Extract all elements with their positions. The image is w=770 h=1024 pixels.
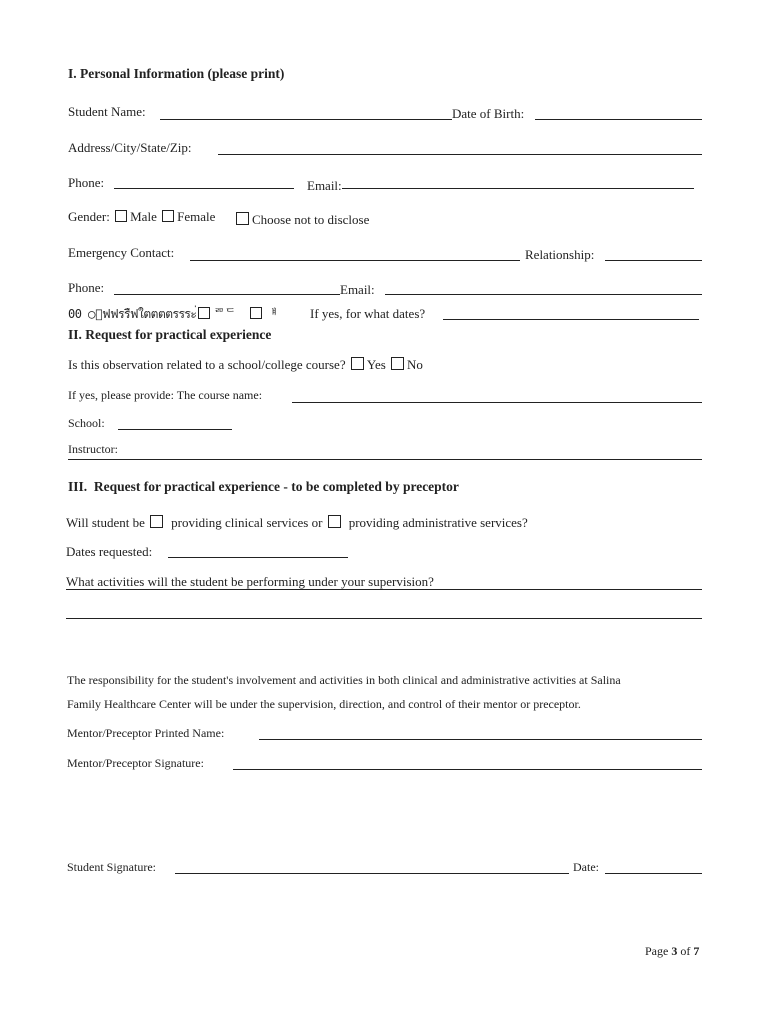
ec-phone-label: Phone: [68,280,105,295]
ec-email-field[interactable] [385,294,702,295]
page-word: Page [645,944,669,958]
dob-field[interactable] [535,119,702,120]
observation-yes-checkbox[interactable] [351,357,364,370]
garbled-checkbox-1[interactable] [198,307,210,319]
instructor-field[interactable] [68,459,702,460]
if-yes-dates-field[interactable] [443,319,699,320]
observation-yes-label: Yes [366,357,386,372]
garbled-text-2: ᄅᄆᄃ [213,307,236,321]
garbled-text-row [68,305,276,324]
responsibility-line-2: Family Healthcare Center will be under the supervision, direction, and control of their mentor or preceptor. [67,697,581,711]
section-3-number: III. [68,479,88,494]
relationship-field[interactable] [605,260,702,261]
clinical-services-label: providing clinical services or [171,515,323,530]
activities-field-line-2[interactable] [66,618,702,619]
admin-services-label: providing administrative services? [348,515,528,530]
gender-male-label: Male [130,209,157,224]
page-current: 3 [671,944,678,958]
student-name-label: Student Name: [68,104,146,119]
gender-label: Gender: [68,209,110,224]
will-student-be-label: Will student be [66,515,145,530]
activities-question: What activities will the student be performing under your supervision? [66,574,434,589]
gender-female-checkbox[interactable] [162,210,174,222]
mentor-signature-field[interactable] [233,769,702,770]
observation-no-checkbox[interactable] [391,357,404,370]
student-name-field[interactable] [160,119,452,120]
if-yes-dates-label: If yes, for what dates? [310,306,426,321]
mentor-signature-label: Mentor/Preceptor Signature: [67,756,204,770]
section-1-heading: I. Personal Information (please print) [68,66,285,81]
section-3-heading [68,479,459,495]
emergency-contact-field[interactable] [190,260,520,261]
garbled-text-1: 00 ◯ืฟฟรรืฟใตตตตรรระ่ [68,307,197,321]
email-field[interactable] [342,188,694,189]
page-number [645,944,699,959]
ec-phone-field[interactable] [114,294,340,295]
gender-row [68,209,215,225]
section-2-heading: II. Request for practical experience [68,327,272,342]
phone-label: Phone: [68,175,105,190]
admin-services-checkbox[interactable] [328,515,341,528]
date-label: Date: [573,860,599,874]
garbled-checkbox-2[interactable] [250,307,262,319]
emergency-contact-label: Emergency Contact: [68,245,175,260]
mentor-printed-name-label: Mentor/Preceptor Printed Name: [67,726,225,740]
garbled-text-3: ᅤ [265,307,277,321]
observation-row [68,357,423,373]
instructor-label: Instructor: [68,442,118,456]
dob-label: Date of Birth: [452,106,525,121]
gender-undisclosed-checkbox[interactable] [236,212,249,225]
course-name-field[interactable] [292,402,702,403]
email-label: Email: [307,178,342,193]
dates-requested-field[interactable] [168,557,348,558]
student-signature-field[interactable] [175,873,569,874]
mentor-printed-name-field[interactable] [259,739,702,740]
observation-no-label: No [407,357,423,372]
dates-requested-label: Dates requested: [66,544,153,559]
phone-field[interactable] [114,188,294,189]
gender-undisclosed-label: Choose not to disclose [252,212,370,227]
observation-question: Is this observation related to a school/college course? [68,357,346,372]
section-3-title: Request for practical experience - to be completed by preceptor [93,479,459,494]
gender-female-label: Female [177,209,216,224]
responsibility-line-1: The responsibility for the student's involvement and activities in both clinical and administrative activities at Salina [67,673,621,687]
gender-undisclosed-row [234,212,369,228]
date-field[interactable] [605,873,702,874]
address-label: Address/City/State/Zip: [68,140,192,155]
school-field[interactable] [118,429,232,430]
gender-male-checkbox[interactable] [115,210,127,222]
activities-field-line-1[interactable] [66,589,702,590]
address-field[interactable] [218,154,702,155]
student-signature-label: Student Signature: [67,860,156,874]
relationship-label: Relationship: [525,247,595,262]
page-of: of [680,944,691,958]
ec-email-label: Email: [340,282,375,297]
school-label: School: [68,416,105,430]
service-type-row [66,515,528,531]
clinical-services-checkbox[interactable] [150,515,163,528]
page-total: 7 [693,944,700,958]
course-name-label: If yes, please provide: The course name: [68,388,263,402]
